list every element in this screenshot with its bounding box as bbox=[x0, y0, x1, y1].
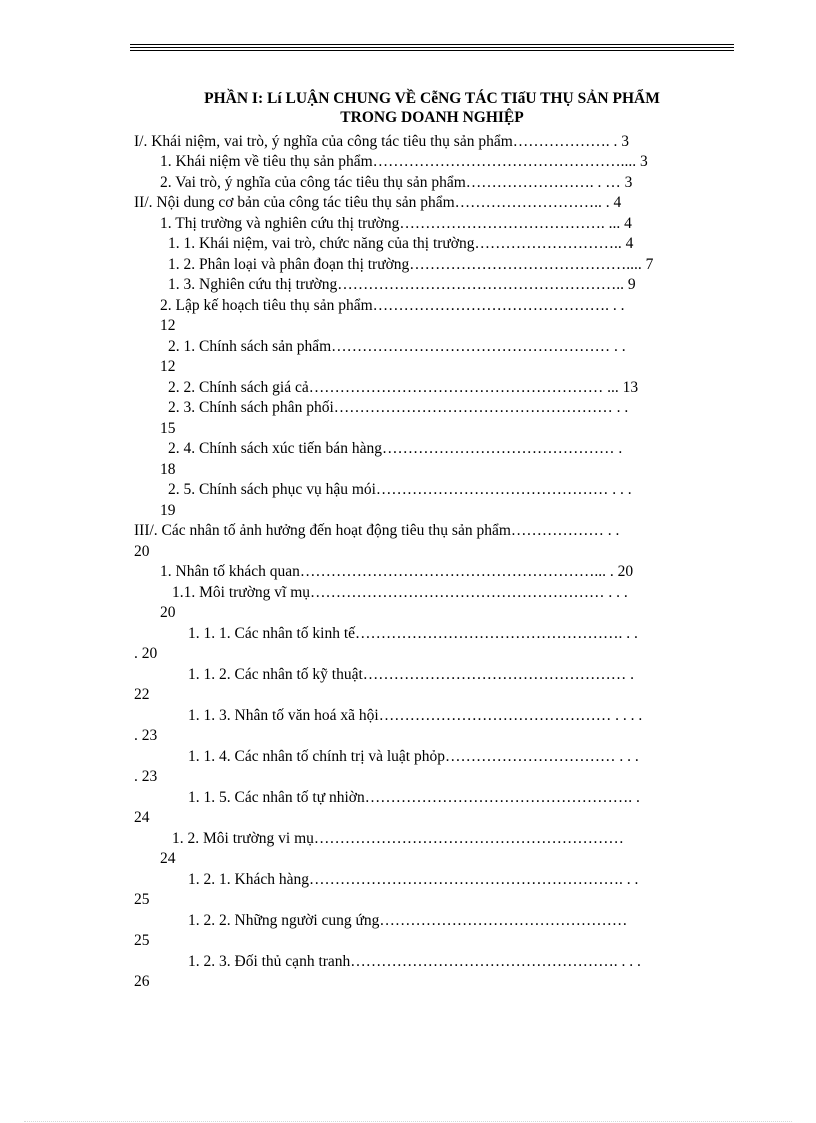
toc-entry: 1. 3. Nghiên cứu thị trường……………………………………………….. 9 bbox=[168, 276, 636, 293]
toc-page-number: 22 bbox=[134, 686, 150, 703]
toc-entry: 1. 1. 3. Nhân tố văn hoá xã hội……………………………………… . . . . bbox=[188, 707, 643, 724]
toc-entry: 1.1. Môi trường vĩ mụ………………………………………………… . . . bbox=[172, 584, 628, 601]
toc-page-number: 26 bbox=[134, 973, 150, 990]
toc-entry: 1. 2. 2. Những người cung ứng………………………………………… bbox=[188, 912, 628, 929]
toc-entry: 2. 1. Chính sách sản phẩm……………………………………………… . . bbox=[168, 338, 626, 355]
toc-page-number: 12 bbox=[160, 358, 176, 375]
toc-page-number: 18 bbox=[160, 461, 176, 478]
toc-page-number: . 23 bbox=[134, 727, 158, 744]
toc-entry: 2. 3. Chính sách phân phối……………………………………………… . . bbox=[168, 399, 629, 416]
toc-entry: 1. 1. Khái niệm, vai trò, chức năng của thị trường……………………….. 4 bbox=[168, 235, 634, 252]
toc-entry: 1. 1. 2. Các nhân tố kỹ thuật…………………………………………… . bbox=[188, 666, 635, 683]
toc-entry: 1. 2. Phân loại và phân đoạn thị trường…………………………………….... 7 bbox=[168, 256, 654, 273]
toc-entry: 2. 4. Chính sách xúc tiến bán hàng……………………………………… . bbox=[168, 440, 623, 457]
section-title-continued: TRONG DOANH NGHIỆP bbox=[340, 109, 524, 126]
toc-entry: II/. Nội dung cơ bản của công tác tiêu thụ sản phẩm……………………….. . 4 bbox=[134, 194, 622, 211]
toc-page-number: 25 bbox=[134, 932, 150, 949]
toc-page-number: . 23 bbox=[134, 768, 158, 785]
toc-entry: 1. 2. 1. Khách hàng……………………………………………………. . . bbox=[188, 871, 639, 888]
toc-entry: 2. 2. Chính sách giá cả………………………………………………… ... 13 bbox=[168, 379, 639, 396]
header-rule bbox=[130, 47, 734, 48]
toc-page-number: 12 bbox=[160, 317, 176, 334]
toc-page-number: 24 bbox=[160, 850, 176, 867]
toc-page-number: 19 bbox=[160, 502, 176, 519]
toc-entry: 1. 1. 4. Các nhân tố chính trị và luật phỏp…………………………… . . . bbox=[188, 748, 639, 765]
toc-entry: 2. Lập kế hoạch tiêu thụ sản phẩm………………………………………. . . bbox=[160, 297, 625, 314]
toc-entry: 1. Khái niệm về tiêu thụ sản phẩm………………………………………….... 3 bbox=[160, 153, 648, 170]
toc-entry: 1. 1. 5. Các nhân tố tự nhiờn……………………………………………. . bbox=[188, 789, 640, 806]
header-rule bbox=[130, 50, 734, 51]
toc-page-number: 20 bbox=[134, 543, 150, 560]
toc-entry: 1. Nhân tố khách quan…………………………………………………... . 20 bbox=[160, 563, 634, 580]
toc-page-number: . 20 bbox=[134, 645, 158, 662]
toc-page-number: 15 bbox=[160, 420, 176, 437]
toc-entry: 2. 5. Chính sách phục vụ hậu mói……………………………………… . . . bbox=[168, 481, 632, 498]
toc-page-number: 24 bbox=[134, 809, 150, 826]
page-bottom-border bbox=[24, 1121, 792, 1122]
toc-entry: 1. 2. Môi trường vi mụ…………………………………………………… bbox=[172, 830, 624, 847]
toc-entry: I/. Khái niệm, vai trò, ý nghĩa của công tác tiêu thụ sản phẩm………………. . 3 bbox=[134, 133, 630, 150]
toc-entry: 1. Thị trường và nghiên cứu thị trường…………………………………. ... 4 bbox=[160, 215, 632, 232]
toc-page-number: 25 bbox=[134, 891, 150, 908]
toc-entry: III/. Các nhân tố ảnh hưởng đến hoạt động tiêu thụ sản phẩm……………… . . bbox=[134, 522, 620, 539]
section-title: PHẦN I: Lí LUẬN CHUNG VỀ CễNG TÁC TIấU THỤ SẢN PHẨM bbox=[204, 90, 660, 107]
toc-page-number: 20 bbox=[160, 604, 176, 621]
toc-entry: 1. 1. 1. Các nhân tố kinh tế……………………………………………. . . bbox=[188, 625, 638, 642]
header-rule bbox=[130, 44, 734, 45]
toc-entry: 2. Vai trò, ý nghĩa của công tác tiêu thụ sản phẩm……………………. . … 3 bbox=[160, 174, 633, 191]
toc-entry: 1. 2. 3. Đối thủ cạnh tranh……………………………………………. . . . bbox=[188, 953, 641, 970]
